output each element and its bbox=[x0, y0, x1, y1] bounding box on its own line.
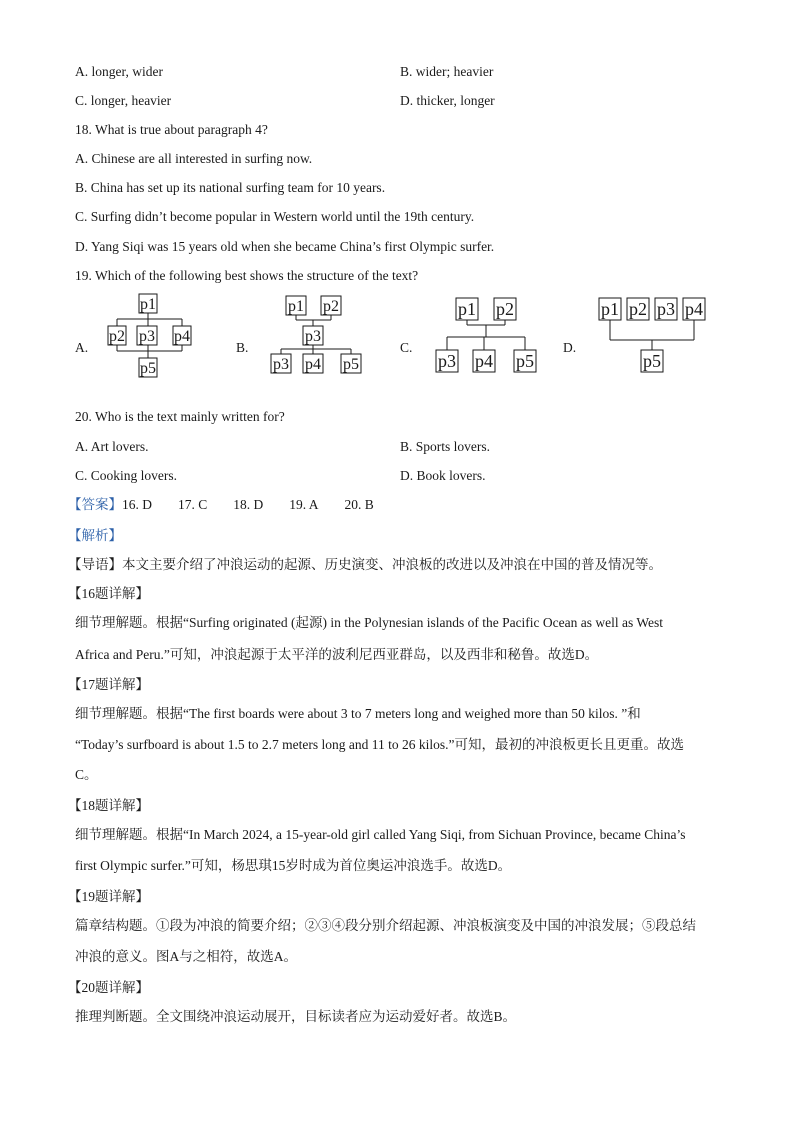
q17-option-c: C. longer, heavier bbox=[75, 93, 172, 108]
q20-heading: 【20题详解】 bbox=[68, 980, 149, 995]
node-p5: p5 bbox=[516, 351, 534, 371]
node-p1: p1 bbox=[601, 299, 619, 319]
node-p2: p2 bbox=[323, 298, 339, 315]
q20-option-d: D. Book lovers. bbox=[400, 468, 486, 483]
node-p2: p2 bbox=[629, 299, 647, 319]
answer-item: 19. A bbox=[289, 497, 319, 512]
structure-diagram-b bbox=[265, 292, 370, 378]
q18-option-c: C. Surfing didn’t become popular in Western world until the 19th century. bbox=[75, 209, 475, 224]
q17-option-d: D. thicker, longer bbox=[400, 93, 495, 108]
q17-option-a: A. longer, wider bbox=[75, 64, 163, 79]
q19-option-b-label: B. bbox=[236, 340, 249, 355]
q20-option-a: A. Art lovers. bbox=[75, 439, 149, 454]
intro-text: 本文主要介绍了冲浪运动的起源、历史演变、冲浪板的改进以及冲浪在中国的普及情况等。 bbox=[122, 557, 662, 572]
q18-explanation-line: first Olympic surfer.”可知，杨思琪15岁时成为首位奥运冲浪选手。故选D。 bbox=[75, 858, 512, 873]
structure-diagram-d bbox=[595, 292, 715, 378]
q17-option-b: B. wider; heavier bbox=[400, 64, 494, 79]
node-p4: p4 bbox=[174, 328, 190, 345]
node-p2: p2 bbox=[496, 299, 514, 319]
q18-heading: 【18题详解】 bbox=[68, 798, 149, 813]
answer-item: 17. C bbox=[178, 497, 208, 512]
node-p4: p4 bbox=[305, 356, 321, 373]
q19-option-c-label: C. bbox=[400, 340, 413, 355]
q20-option-b: B. Sports lovers. bbox=[400, 439, 491, 454]
q19-stem: 19. Which of the following best shows the structure of the text? bbox=[75, 268, 419, 283]
node-p1: p1 bbox=[140, 296, 156, 313]
node-p1: p1 bbox=[288, 298, 304, 315]
structure-diagram-a bbox=[100, 292, 200, 378]
q19-option-a-label: A. bbox=[75, 340, 89, 355]
q16-explanation-line: 细节理解题。根据“Surfing originated (起源) in the Polynesian islands of the Pacific Ocean as well as West bbox=[75, 615, 664, 630]
q18-stem: 18. What is true about paragraph 4? bbox=[75, 122, 268, 137]
q19-explanation-line: 篇章结构题。①段为冲浪的简要介绍；②③④段分别介绍起源、冲浪板演变及中国的冲浪发展；⑤段总结 bbox=[75, 918, 696, 933]
q17-heading: 【17题详解】 bbox=[68, 677, 149, 692]
intro-line bbox=[68, 556, 662, 574]
q19-heading: 【19题详解】 bbox=[68, 889, 149, 904]
q17-explanation-line: 细节理解题。根据“The first boards were about 3 to 7 meters long and weighed more than 50 kilos. ”和 bbox=[75, 706, 641, 721]
intro-tag: 【导语】 bbox=[68, 557, 122, 572]
node-p5: p5 bbox=[140, 360, 156, 377]
q20-explanation-line: 推理判断题。全文围绕冲浪运动展开，目标读者应为运动爱好者。故选B。 bbox=[75, 1009, 517, 1024]
node-p5: p5 bbox=[343, 356, 359, 373]
q18-option-b: B. China has set up its national surfing team for 10 years. bbox=[75, 180, 386, 195]
answer-item: 18. D bbox=[233, 497, 264, 512]
node-p3: p3 bbox=[305, 328, 321, 345]
answer-item: 16. D bbox=[122, 497, 152, 512]
node-p3: p3 bbox=[657, 299, 675, 319]
q19-option-d-label: D. bbox=[563, 340, 577, 355]
node-p3: p3 bbox=[273, 356, 289, 373]
q17-explanation-line: “Today’s surfboard is about 1.5 to 2.7 meters long and 11 to 26 kilos.”可知，最初的冲浪板更长且更重。故选 bbox=[75, 737, 684, 752]
q18-option-d: D. Yang Siqi was 15 years old when she became China’s first Olympic surfer. bbox=[75, 239, 495, 254]
answer-item: 20. B bbox=[344, 497, 374, 512]
answer-tag: 【答案】 bbox=[68, 497, 122, 512]
node-p3: p3 bbox=[438, 351, 456, 371]
analysis-tag: 【解析】 bbox=[68, 528, 122, 543]
q20-stem: 20. Who is the text mainly written for? bbox=[75, 409, 285, 424]
q16-explanation-line: Africa and Peru.”可知，冲浪起源于太平洋的波利尼西亚群岛，以及西非和秘鲁。故选D。 bbox=[75, 647, 599, 662]
answer-row bbox=[68, 496, 400, 514]
q18-explanation-line: 细节理解题。根据“In March 2024, a 15-year-old girl called Yang Siqi, from Sichuan Province, became China’s bbox=[75, 827, 686, 842]
node-p4: p4 bbox=[685, 299, 703, 319]
q20-option-c: C. Cooking lovers. bbox=[75, 468, 178, 483]
node-p1: p1 bbox=[458, 299, 476, 319]
q19-explanation-line: 冲浪的意义。图A与之相符，故选A。 bbox=[75, 949, 297, 964]
q17-explanation-line: C。 bbox=[75, 767, 98, 782]
node-p4: p4 bbox=[475, 351, 493, 371]
node-p2: p2 bbox=[109, 328, 125, 345]
structure-diagram-c bbox=[428, 292, 543, 378]
q18-option-a: A. Chinese are all interested in surfing now. bbox=[75, 151, 313, 166]
node-p3: p3 bbox=[139, 328, 155, 345]
q16-heading: 【16题详解】 bbox=[68, 586, 149, 601]
node-p5: p5 bbox=[643, 351, 661, 371]
